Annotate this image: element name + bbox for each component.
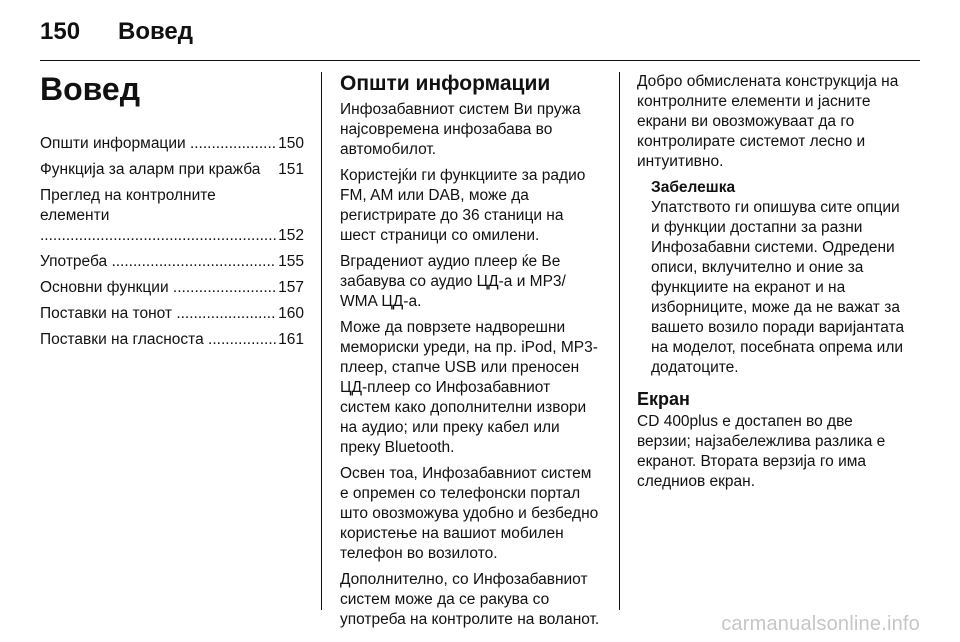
column-divider-2 <box>619 72 620 610</box>
screen-subtitle: Екран <box>637 389 690 409</box>
toc-item-page: 151 <box>278 161 304 178</box>
toc-item-page: 160 <box>278 305 304 322</box>
toc-item-page: 157 <box>278 279 304 296</box>
chapter-title: Вовед <box>40 71 141 107</box>
toc-item-page: 150 <box>278 135 304 152</box>
running-title: Вовед <box>118 18 194 45</box>
note-title: Забелешка <box>651 179 736 196</box>
paragraph: Освен тоа, Инфозабавниот систем е опремен со телефонски портал што овозможува удобно и безбедно користење на вашиот мобилен телефон во возилото. <box>340 465 599 562</box>
toc-item-usage[interactable] <box>40 252 304 272</box>
paragraph: Вградениот аудио плеер ќе Ве забавува со аудио ЦД-а и MP3/ WMA ЦД-а. <box>340 253 566 310</box>
toc-item-page: 152 <box>278 227 304 244</box>
screen-paragraph: CD 400plus е достапен во две верзии; најзабележлива разлика е екранот. Втората верзија го има следниов екран. <box>637 413 886 490</box>
toc-item-title: Основни функции ..... <box>40 278 276 298</box>
controls-column <box>637 72 907 498</box>
general-info-column <box>340 72 602 636</box>
toc-item-page: 161 <box>278 331 304 348</box>
paragraph: Дополнително, со Инфозабавниот систем може да се ракува со употреба на контролите на воланот. <box>340 571 600 628</box>
toc-item-title: Преглед на контролните елементи ..... <box>40 186 276 246</box>
toc-item-anti-theft[interactable] <box>40 160 304 180</box>
toc-item-page: 155 <box>278 253 304 270</box>
toc-item-title: Употреба ..... <box>40 252 276 272</box>
toc-column <box>40 72 304 356</box>
toc-item-title: Функција за аларм при кражба <box>40 161 261 178</box>
intro-paragraph: Добро обмислената конструкција на контролните елементи и јасните екрани ви овозможуваат да го контролирате системот лесно и интуитивно. <box>637 73 899 170</box>
toc-item-general-info[interactable] <box>40 134 304 154</box>
table-of-contents <box>40 134 304 350</box>
paragraph: Може да поврзете надворешни мемориски уреди, на пр. iPod, MP3-плеер, стапче USB или преносен ЦД-плеер со Инфозабавниот систем како дополнителни извори на аудио; или преку кабел или преку Bluetooth. <box>340 319 598 456</box>
page-header <box>40 18 920 48</box>
paragraph: Инфозабавниот систем Ви пружа најсовремена инфозабава во автомобилот. <box>340 101 581 158</box>
page-number: 150 <box>40 18 81 45</box>
toc-item-volume-settings[interactable] <box>40 330 304 350</box>
note-text: Упатството ги опишува сите опции и функции достапни за разни Инфозабавни системи. Одредени описи, вклучително и оние за функциите на екранот и на изборниците, може да не важат за вашето возило поради варијантата на моделот, посебната опрема или додатоците. <box>651 199 905 376</box>
paragraph: Користејќи ги функциите за радио FM, AM или DAB, може да регистрирате до 36 станици на шест страници со омилени. <box>340 167 586 244</box>
column-divider-1 <box>321 72 322 610</box>
watermark: carmanualsonline.info <box>721 613 920 635</box>
toc-item-title: Општи информации ..... <box>40 134 276 154</box>
header-divider <box>40 60 920 61</box>
toc-item-title: Поставки на гласноста ..... <box>40 330 276 350</box>
toc-item-title: Поставки на тонот ..... <box>40 304 276 324</box>
section-title: Општи информации <box>340 72 551 95</box>
toc-item-tone-settings[interactable] <box>40 304 304 324</box>
note-box <box>651 178 907 378</box>
toc-item-controls-overview[interactable] <box>40 186 304 246</box>
toc-item-basic-functions[interactable] <box>40 278 304 298</box>
